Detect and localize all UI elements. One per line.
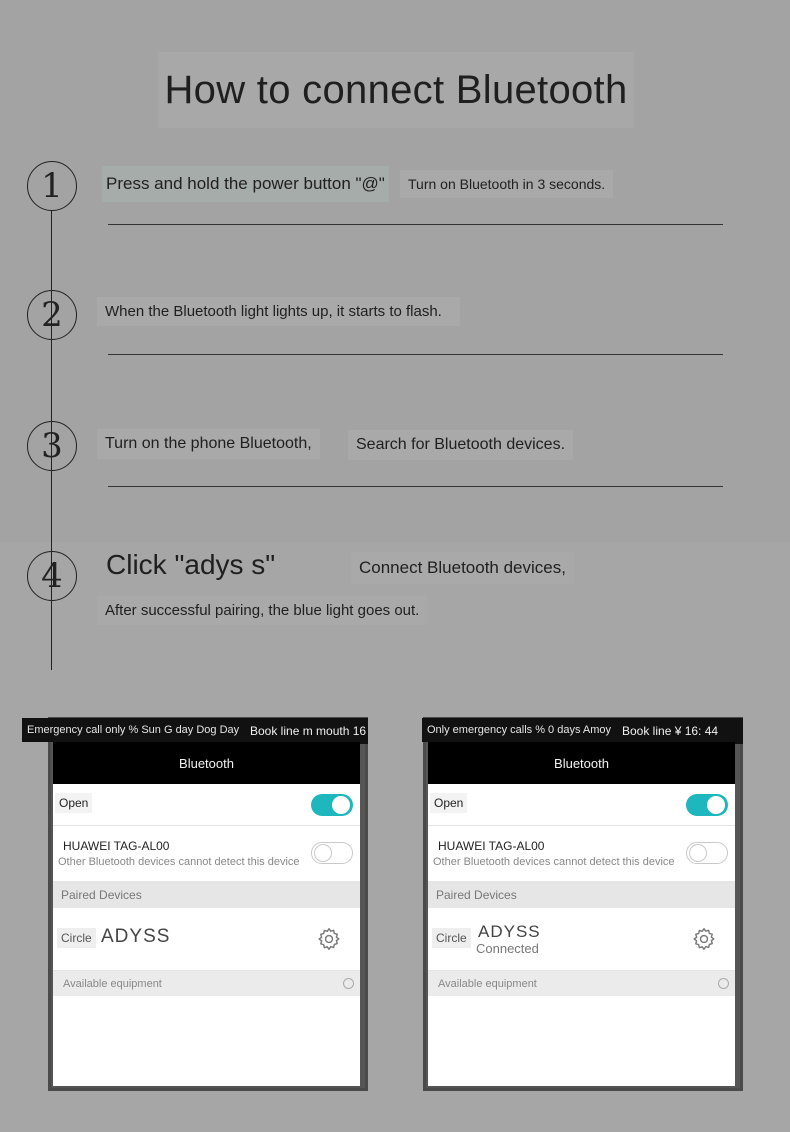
device-visibility-row[interactable] [53,826,360,882]
phone-screen [428,742,735,1086]
phone-screenshot-2 [423,717,743,1091]
paired-device-name: ADYSS [101,926,171,947]
paired-device-row[interactable] [428,908,735,971]
step-3-number: 3 [27,421,77,471]
status-bar-left: Only emergency calls % 0 days Amoy [422,718,616,742]
step-4-text: Click "adys s" [106,549,276,580]
paired-devices-header: Paired Devices [428,882,735,908]
device-name: HUAWEI TAG-AL00 [438,839,545,853]
step-1-subtext: Turn on Bluetooth in 3 seconds. [400,170,613,198]
bluetooth-open-row[interactable] [428,784,735,826]
step-2-number: 2 [27,290,77,340]
bluetooth-toggle[interactable] [311,794,353,816]
device-visibility-text: Other Bluetooth devices cannot detect this device [58,856,300,868]
page-title: How to connect Bluetooth [158,52,634,128]
bluetooth-toggle[interactable] [686,794,728,816]
visibility-toggle[interactable] [686,842,728,864]
paired-device-name: ADYSS [478,922,541,941]
bluetooth-open-row[interactable] [53,784,360,826]
circle-label: Circle [57,928,96,948]
step-3-subtext: Search for Bluetooth devices. [348,430,573,460]
visibility-toggle[interactable] [311,842,353,864]
circle-label: Circle [432,928,471,948]
spinner-icon [718,978,729,989]
device-visibility-row[interactable] [428,826,735,882]
phone-screen [53,742,360,1086]
step-3-text: Turn on the phone Bluetooth, [97,429,320,459]
phone-screenshot-1 [27,717,368,1091]
connection-status: Connected [476,941,539,956]
step-3-divider [108,486,723,487]
paired-devices-header: Paired Devices [53,882,360,908]
bluetooth-header: Bluetooth [53,742,360,784]
gear-icon[interactable] [691,926,717,952]
gear-icon[interactable] [316,926,342,952]
device-name: HUAWEI TAG-AL00 [63,839,170,853]
open-label: Open [430,793,467,813]
step-1-text: Press and hold the power button "@" [102,166,389,202]
device-visibility-text: Other Bluetooth devices cannot detect this device [433,856,675,868]
step-4-subtext: Connect Bluetooth devices, [351,552,574,584]
available-equipment-header [53,971,360,996]
status-bar-left: Emergency call only % Sun G day Dog Day [22,718,272,742]
step-1-divider [108,224,723,225]
step-2-text: When the Bluetooth light lights up, it starts to flash. [97,297,460,326]
step-4-number: 4 [27,551,77,601]
status-bar-right: Book line m mouth 16 [244,718,368,744]
bluetooth-header: Bluetooth [428,742,735,784]
available-equipment-label: Available equipment [63,977,162,990]
available-equipment-header [428,971,735,996]
open-label: Open [55,793,92,813]
step-1-number: 1 [27,161,77,211]
spinner-icon [343,978,354,989]
available-equipment-label: Available equipment [438,977,537,990]
step-4-note: After successful pairing, the blue light goes out. [97,596,427,625]
status-bar-right: Book line ¥ 16: 44 [616,718,743,744]
paired-device-row[interactable] [53,908,360,971]
step-2-divider [108,354,723,355]
